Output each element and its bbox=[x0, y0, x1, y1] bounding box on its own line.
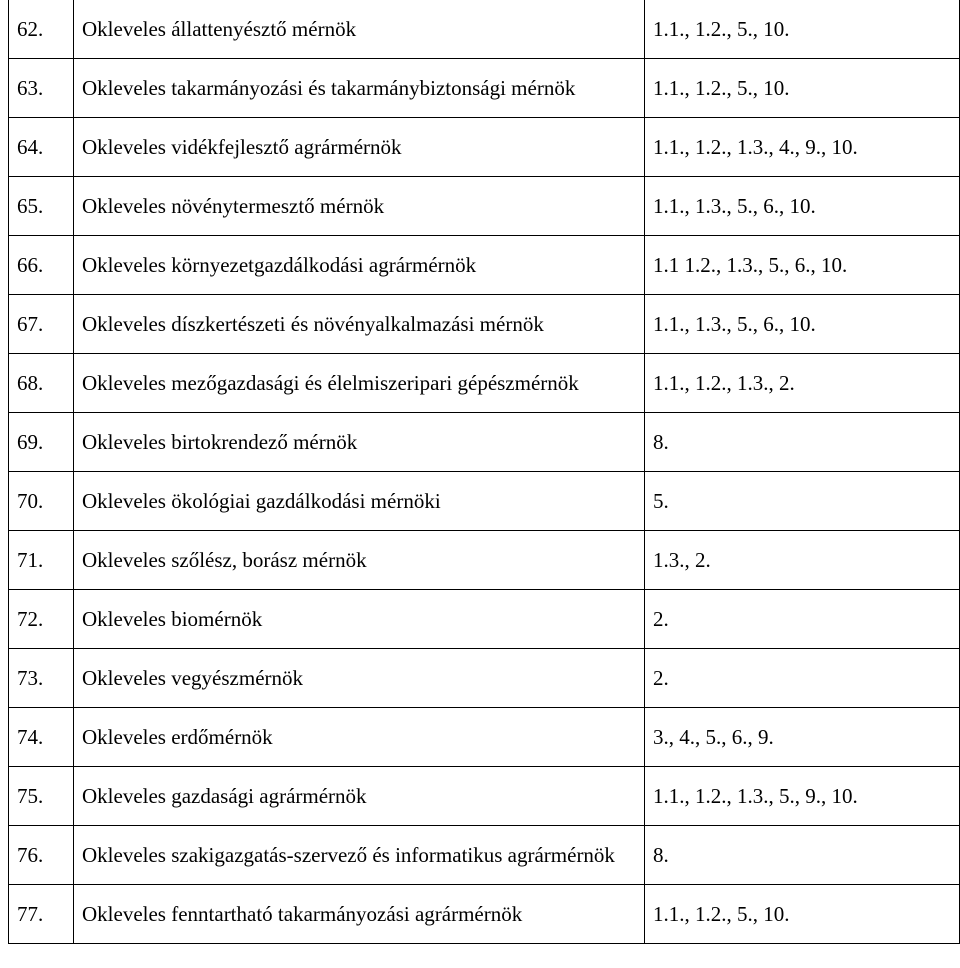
row-number: 74. bbox=[9, 708, 74, 767]
codes: 1.1., 1.3., 5., 6., 10. bbox=[645, 295, 960, 354]
table-row bbox=[9, 531, 960, 590]
table-row bbox=[9, 826, 960, 885]
table-row bbox=[9, 0, 960, 59]
row-number: 69. bbox=[9, 413, 74, 472]
degree-name: Okleveles mezőgazdasági és élelmiszeripari gépészmérnök bbox=[74, 354, 645, 413]
codes: 1.1., 1.3., 5., 6., 10. bbox=[645, 177, 960, 236]
table-body bbox=[9, 0, 960, 944]
row-number: 62. bbox=[9, 0, 74, 59]
row-number: 77. bbox=[9, 885, 74, 944]
row-number: 72. bbox=[9, 590, 74, 649]
table-row bbox=[9, 354, 960, 413]
degree-name: Okleveles gazdasági agrármérnök bbox=[74, 767, 645, 826]
codes: 1.1., 1.2., 1.3., 5., 9., 10. bbox=[645, 767, 960, 826]
degree-name: Okleveles biomérnök bbox=[74, 590, 645, 649]
table-row bbox=[9, 295, 960, 354]
codes: 8. bbox=[645, 826, 960, 885]
degree-name: Okleveles állattenyésztő mérnök bbox=[74, 0, 645, 59]
qualification-table bbox=[8, 0, 960, 944]
codes: 1.1., 1.2., 1.3., 2. bbox=[645, 354, 960, 413]
table-row bbox=[9, 708, 960, 767]
degree-name: Okleveles növénytermesztő mérnök bbox=[74, 177, 645, 236]
row-number: 75. bbox=[9, 767, 74, 826]
row-number: 76. bbox=[9, 826, 74, 885]
table-row bbox=[9, 59, 960, 118]
codes: 1.1., 1.2., 1.3., 4., 9., 10. bbox=[645, 118, 960, 177]
degree-name: Okleveles takarmányozási és takarmánybiztonsági mérnök bbox=[74, 59, 645, 118]
row-number: 66. bbox=[9, 236, 74, 295]
table-row bbox=[9, 413, 960, 472]
table-row bbox=[9, 118, 960, 177]
row-number: 70. bbox=[9, 472, 74, 531]
codes: 1.1., 1.2., 5., 10. bbox=[645, 0, 960, 59]
degree-name: Okleveles erdőmérnök bbox=[74, 708, 645, 767]
degree-name: Okleveles szakigazgatás-szervező és informatikus agrármérnök bbox=[74, 826, 645, 885]
degree-name: Okleveles birtokrendező mérnök bbox=[74, 413, 645, 472]
row-number: 68. bbox=[9, 354, 74, 413]
table-row bbox=[9, 236, 960, 295]
row-number: 65. bbox=[9, 177, 74, 236]
row-number: 71. bbox=[9, 531, 74, 590]
degree-name: Okleveles szőlész, borász mérnök bbox=[74, 531, 645, 590]
codes: 5. bbox=[645, 472, 960, 531]
table-row bbox=[9, 885, 960, 944]
codes: 2. bbox=[645, 649, 960, 708]
row-number: 73. bbox=[9, 649, 74, 708]
table-row bbox=[9, 767, 960, 826]
codes: 8. bbox=[645, 413, 960, 472]
row-number: 63. bbox=[9, 59, 74, 118]
degree-name: Okleveles fenntartható takarmányozási agrármérnök bbox=[74, 885, 645, 944]
table-row bbox=[9, 472, 960, 531]
degree-name: Okleveles környezetgazdálkodási agrármérnök bbox=[74, 236, 645, 295]
degree-name: Okleveles ökológiai gazdálkodási mérnöki bbox=[74, 472, 645, 531]
row-number: 67. bbox=[9, 295, 74, 354]
degree-name: Okleveles díszkertészeti és növényalkalmazási mérnök bbox=[74, 295, 645, 354]
codes: 1.1., 1.2., 5., 10. bbox=[645, 885, 960, 944]
codes: 3., 4., 5., 6., 9. bbox=[645, 708, 960, 767]
codes: 1.1 1.2., 1.3., 5., 6., 10. bbox=[645, 236, 960, 295]
row-number: 64. bbox=[9, 118, 74, 177]
table-row bbox=[9, 590, 960, 649]
degree-name: Okleveles vegyészmérnök bbox=[74, 649, 645, 708]
codes: 1.1., 1.2., 5., 10. bbox=[645, 59, 960, 118]
table-row bbox=[9, 649, 960, 708]
codes: 1.3., 2. bbox=[645, 531, 960, 590]
degree-name: Okleveles vidékfejlesztő agrármérnök bbox=[74, 118, 645, 177]
table-row bbox=[9, 177, 960, 236]
codes: 2. bbox=[645, 590, 960, 649]
